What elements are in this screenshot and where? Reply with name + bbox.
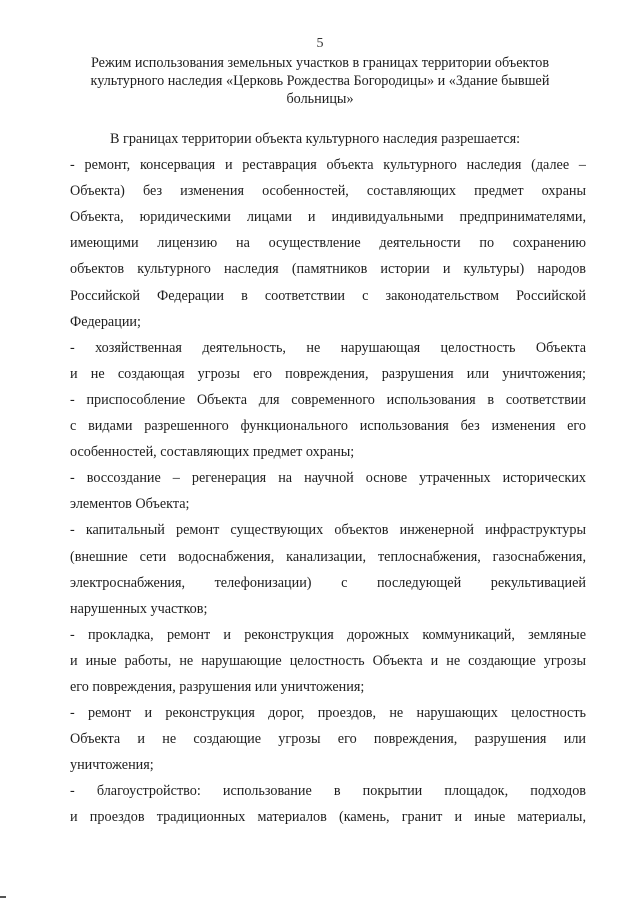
body-line: - прокладка, ремонт и реконструкция дорожных коммуникаций, земляные [70,626,586,643]
body-line: - ремонт и реконструкция дорог, проездов, не нарушающих целостность [70,705,586,722]
body-line: электроснабжения, телефонизации) с последующей рекультивацией [70,574,586,591]
title-line: больницы» [286,91,354,107]
body-line: имеющими лицензию на осуществление деятельности по сохранению [70,235,586,252]
body-line: его повреждения, разрушения или уничтожения; [70,678,365,695]
body-line: - воссоздание – регенерация на научной основе утраченных исторических [70,470,586,487]
body-line: Объекта и не создающие угрозы его повреждения, разрушения или [70,731,586,748]
body-line: - благоустройство: использование в покрытии площадок, подходов [70,783,586,800]
page-number: 5 [316,36,324,51]
scan-edge-mark [0,896,6,898]
title-line: Режим использования земельных участков в границах территории объектов [90,55,550,71]
body-line: Объекта) без изменения особенностей, составляющих предмет охраны [70,183,586,200]
body-line: с видами разрешенного функционального использования без изменения его [70,418,586,435]
body-line: Объекта, юридическими лицами и индивидуальными предпринимателями, [70,209,586,226]
body-line: и не создающая угрозы его повреждения, разрушения или уничтожения; [70,365,586,382]
document-body [70,126,586,831]
body-line: Федерации; [70,313,141,330]
body-line: и иные работы, не нарушающие целостность Объекта и не создающие угрозы [70,652,586,669]
body-line: (внешние сети водоснабжения, канализации, теплоснабжения, газоснабжения, [70,548,586,565]
title-line: культурного наследия «Церковь Рождества Богородицы» и «Здание бывшей [90,73,550,89]
body-line: элементов Объекта; [70,496,190,513]
body-line: - хозяйственная деятельность, не нарушающая целостность Объекта [70,339,586,356]
body-line: объектов культурного наследия (памятников истории и культуры) народов [70,261,586,278]
body-line: Российской Федерации в соответствии с законодательством Российской [70,287,586,304]
body-line: нарушенных участков; [70,600,208,617]
body-line: - капитальный ремонт существующих объектов инженерной инфраструктуры [70,522,586,539]
body-line: и проездов традиционных материалов (камень, гранит и иные материалы, [70,809,586,826]
body-line: уничтожения; [70,757,154,774]
body-line: особенностей, составляющих предмет охраны; [70,444,355,461]
intro-line: В границах территории объекта культурного наследия разрешается: [110,131,521,147]
body-line: - приспособление Объекта для современного использования в соответствии [70,391,586,408]
body-line: - ремонт, консервация и реставрация объекта культурного наследия (далее – [70,157,586,174]
document-title [70,54,570,108]
